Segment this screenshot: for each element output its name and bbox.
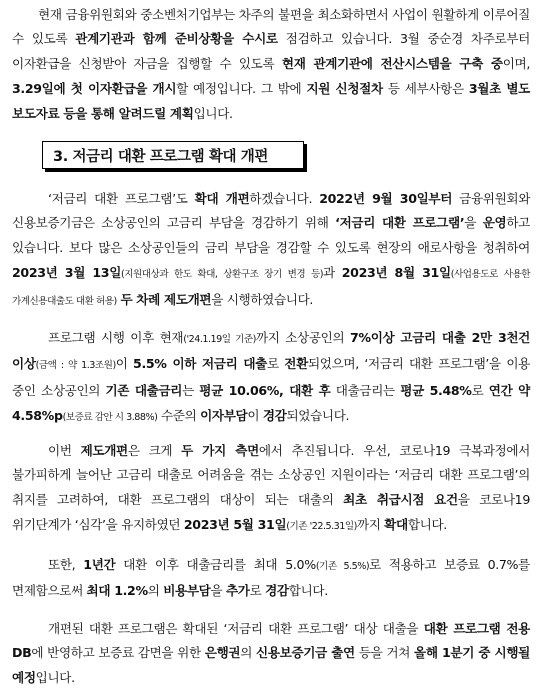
text: 대환 이후 대출금리를 최대 5.0% — [115, 556, 316, 572]
note-text: (보증료 감안 시 3.88%) — [62, 411, 158, 423]
emphasis: 2022년 9월 30일부터 — [319, 190, 453, 206]
text: 이 — [247, 407, 263, 423]
emphasis: 평균 5.48% — [400, 383, 472, 399]
text: 로 — [266, 356, 285, 372]
text: 의 — [147, 583, 164, 599]
text: 대출금리는 — [330, 383, 401, 399]
section-heading — [42, 141, 304, 169]
text: 금융위원회와 신용보증기금은 소상공인의 고금리 부담을 경감하기 위해 — [12, 190, 531, 231]
note-text: ('24.1.19일 기준) — [183, 333, 256, 345]
emphasis: 확대 — [384, 516, 408, 532]
paragraph-reform-eligibility — [12, 439, 530, 540]
emphasis: 3월초 별도 보도자료 등을 통해 알려드릴 계획 — [12, 80, 530, 121]
text: 합니다. — [407, 516, 447, 532]
emphasis: 두 차례 제도개편 — [120, 291, 212, 307]
text: 을 시행하였습니다. — [211, 291, 314, 307]
note-text: (사업용도로 사용한 가계신용대출도 대환 허용) — [12, 268, 530, 307]
text: 이며, — [502, 56, 530, 72]
emphasis: 7%이상 고금리 대출 2만 3천건 이상 — [12, 329, 530, 372]
emphasis: 추가 — [225, 583, 250, 599]
emphasis: 이자부담 — [200, 407, 248, 423]
paragraph-program-intro — [12, 187, 530, 315]
text: 하겠습니다. — [249, 190, 320, 206]
emphasis: 신용보증기금 출연 — [256, 645, 355, 661]
note-text: (금액 : 약 1.3조원) — [35, 360, 116, 372]
text: 에 반영하고 보증료 감면을 위한 — [31, 645, 205, 661]
emphasis: 현재 관계기관에 전산시스템을 구축 중 — [281, 56, 503, 72]
text: 로 적용하고 보증료 0.7%를 면제함으로써 — [12, 556, 530, 599]
emphasis: 비용부담 — [163, 583, 211, 599]
emphasis: 1년간 — [83, 556, 116, 572]
emphasis: 연간 약 4.58%p — [12, 383, 530, 423]
text: 을 — [464, 215, 483, 231]
text: 까지 소상공인의 — [255, 329, 351, 345]
paragraph-interest-refund — [12, 3, 530, 127]
emphasis: 최대 1.2% — [86, 583, 148, 599]
emphasis: 2023년 5월 31일 — [183, 516, 287, 532]
text: 개편된 대환 프로그램은 확대된 ‘저금리 대환 프로그램’ 대상 대출을 — [48, 620, 424, 636]
emphasis: 최초 취급시점 요건 — [343, 492, 458, 508]
paragraph-program-results — [12, 326, 530, 431]
emphasis: 5.5% 이하 저금리 대출 — [133, 356, 267, 372]
text: 되었으며, ‘저금리 대환 프로그램’을 이용 중인 소상공인의 — [12, 356, 530, 399]
emphasis: 제도개편 — [80, 442, 128, 458]
text: 현재 금융위원회와 중소벤처기업부는 차주의 불편을 최소화하면서 사업이 원활하게 이루어질 수 있도록 — [12, 6, 530, 47]
text: 프로그램 시행 이후 현재 — [48, 329, 184, 345]
text: 이 — [115, 356, 134, 372]
emphasis: 2023년 8월 31일 — [341, 264, 451, 280]
emphasis: 전환 — [284, 356, 308, 372]
note-text: (기존 5.5%) — [315, 560, 370, 572]
emphasis: 은행권 — [204, 645, 241, 661]
paragraph-implementation-schedule — [12, 617, 530, 691]
emphasis: 경감 — [262, 407, 287, 423]
emphasis: 운영 — [482, 215, 507, 231]
emphasis: 대환 프로그램 전용 DB — [12, 620, 530, 661]
text: 하고 있습니다. 보다 많은 소상공인들의 금리 부담을 경감할 수 있도록 현장의 애로사항을 청취하여 — [12, 215, 530, 256]
emphasis: 3.29일에 첫 이자환급을 개시 — [12, 80, 177, 96]
text: 까지 — [356, 516, 385, 532]
text: 되었습니다. — [286, 407, 350, 423]
text: 에서 추진됩니다. 우선, 코로나19 극복과정에서 불가피하게 늘어난 고금리 대출로 어려움을 겪는 소상공인 지원이라는 ‘저금리 대환 프로그램’의 취지를 고려하여, 대환 프로그램의 대상이 되는 대출의 — [12, 442, 530, 508]
section-title: 3. 저금리 대환 프로그램 확대 개편 — [53, 148, 268, 165]
text: 로 — [249, 583, 266, 599]
text: 입니다. — [35, 670, 75, 686]
emphasis: 올해 1분기 중 시행될 예정 — [12, 645, 530, 686]
text: 입니다. — [193, 105, 233, 121]
emphasis: 확대 개편 — [194, 190, 250, 206]
text: 할 예정입니다. 그 밖에 — [176, 80, 307, 96]
text: 과 — [322, 264, 342, 280]
note-text: (기존 '22.5.31일) — [286, 520, 357, 532]
emphasis: ‘저금리 대환 프로그램’ — [335, 215, 465, 231]
note-text: (지원대상과 한도 확대, 상환구조 장기 변경 등) — [121, 268, 323, 280]
text: 등을 거쳐 — [354, 645, 415, 661]
emphasis: 기존 대출금리 — [105, 383, 183, 399]
text: 점검하고 있습니다. 3월 중순경 차주로부터 이자환급을 신청받아 자금을 집행할 수 있도록 — [12, 31, 530, 72]
text: 수준의 — [157, 407, 201, 423]
text: 은 크게 — [127, 442, 182, 458]
emphasis: 지원 신청절차 — [306, 80, 383, 96]
emphasis: 평균 10.06%, 대환 후 — [199, 383, 331, 399]
paragraph-cost-reduction — [12, 553, 530, 605]
text: 을 — [210, 583, 226, 599]
emphasis: 2023년 3월 13일 — [12, 264, 122, 280]
text: 이번 — [48, 442, 81, 458]
emphasis: 두 가지 측면 — [181, 442, 259, 458]
emphasis: 관계기관과 함께 준비상황을 수시로 — [75, 31, 278, 47]
text: 는 — [182, 383, 200, 399]
text: ‘저금리 대환 프로그램’도 — [48, 190, 195, 206]
emphasis: 경감 — [265, 583, 289, 599]
text: 의 — [240, 645, 256, 661]
text: 등 세부사항은 — [382, 80, 469, 96]
text: 을 코로나19 위기단계가 ‘심각’을 유지하였던 — [12, 492, 531, 532]
text: 로 — [471, 383, 489, 399]
text: 합니다. — [288, 583, 328, 599]
text: 또한, — [48, 556, 84, 572]
